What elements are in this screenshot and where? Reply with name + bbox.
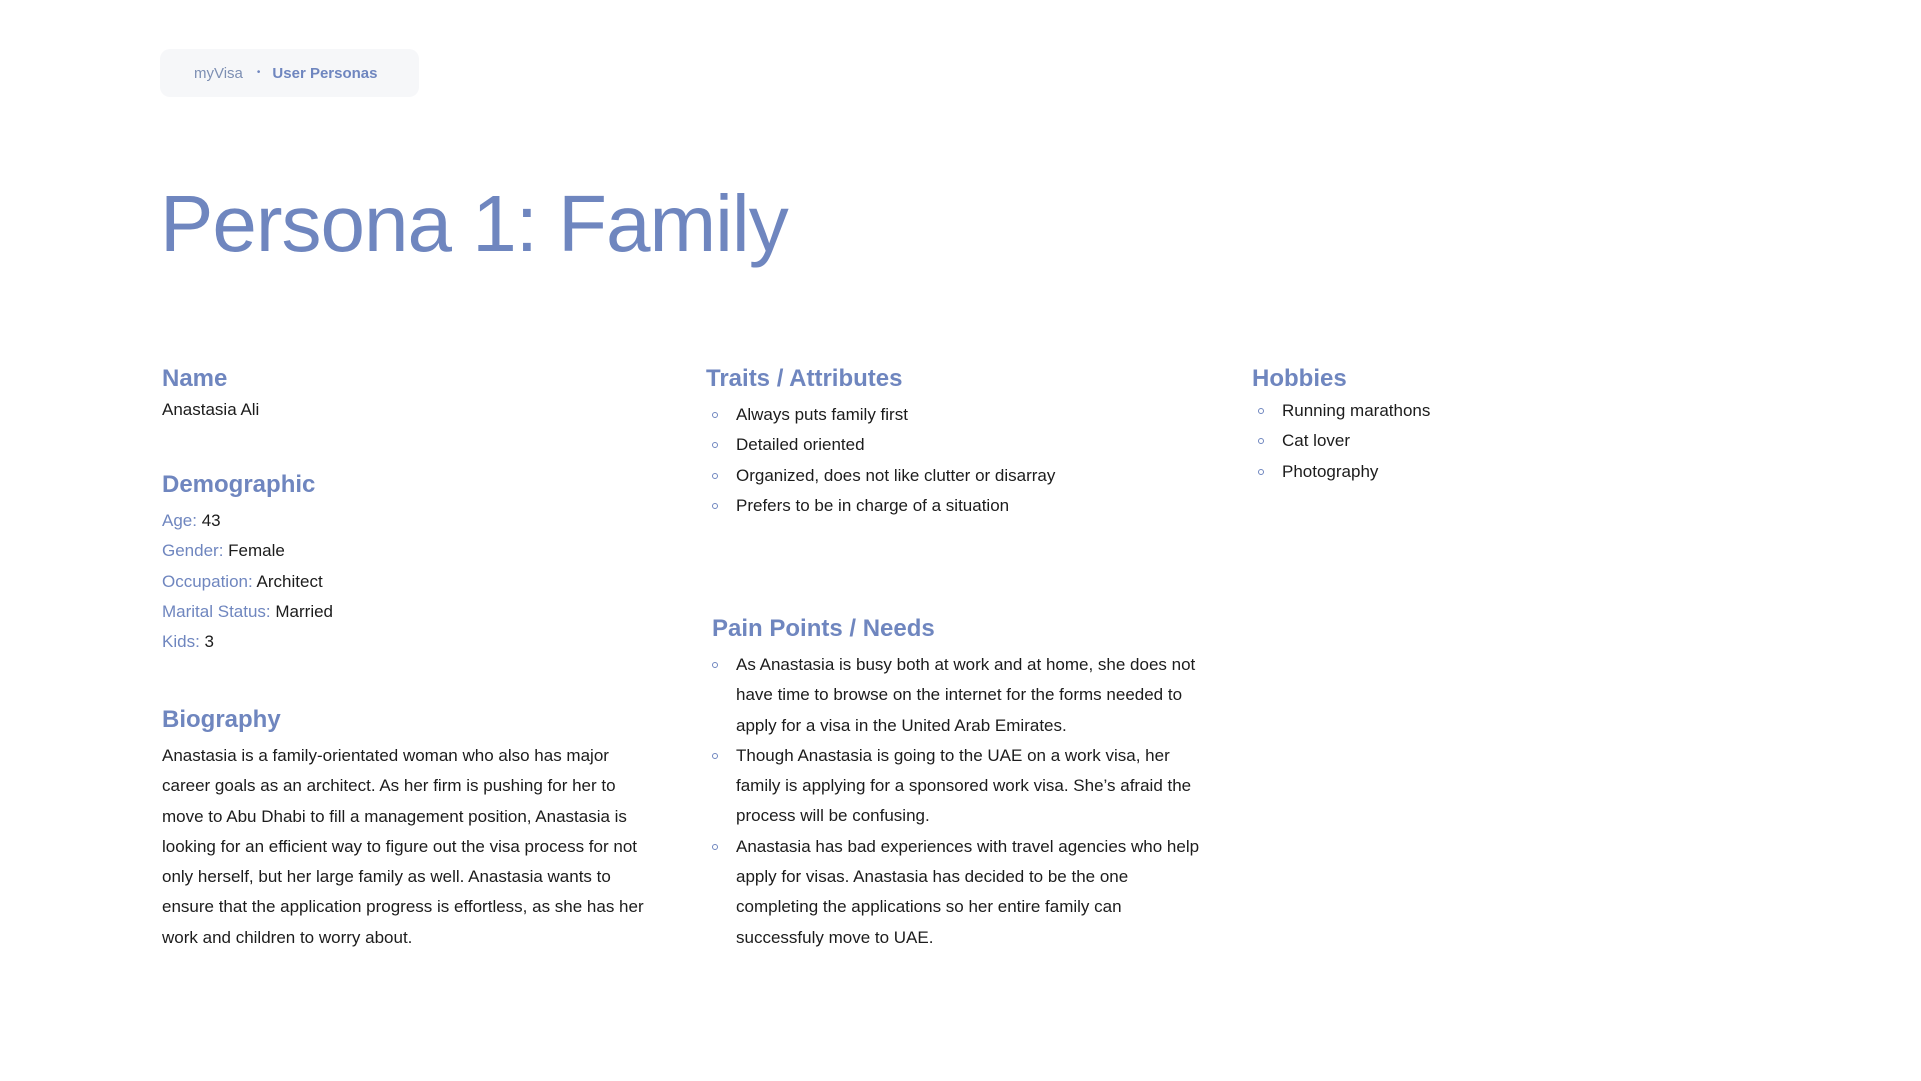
field-value: 43 [201,511,221,530]
demographic-marital-status [162,597,333,627]
field-label: Gender: [162,541,224,561]
demographic-kids [162,627,333,657]
list-item-text: Always puts family first [736,405,908,424]
field-label: Marital Status: [162,601,271,621]
list-item [706,491,1206,521]
breadcrumb-separator: • [256,66,261,78]
pain-points-heading: Pain Points / Needs [712,615,935,642]
list-item [706,741,1211,832]
hobbies-list [1252,396,1652,487]
bullet-icon [712,844,718,850]
field-value: Married [275,601,334,621]
list-item [1252,457,1652,487]
list-item-text: Anastasia has bad experiences with travel agencies who help apply for visas. Anastasia has decided to be the one completing the applications so her entire family can successfuly move to UAE. [736,836,1200,947]
name-value: Anastasia Ali [162,400,260,419]
breadcrumb [160,49,419,97]
biography-heading: Biography [162,706,281,733]
breadcrumb-current: User Personas [272,64,378,82]
field-label: Kids: [162,632,200,652]
bullet-icon [712,503,718,509]
demographic-gender [162,536,333,566]
list-item [706,650,1211,741]
field-label: Age: [162,511,197,530]
field-value: Female [228,541,285,561]
list-item-text: Detailed oriented [736,435,865,455]
bullet-icon [712,473,718,479]
bullet-icon [712,662,718,668]
breadcrumb-root-link[interactable]: myVisa [194,64,243,82]
page-title: Persona 1: Family [160,179,788,268]
bullet-icon [712,412,718,418]
biography-text: Anastasia is a family-orientated woman who also has major career goals as an architect. As her firm is pushing for her to move to Abu Dhabi to fill a management position, Anastasia is looking for an efficient way to figure out the visa process for not only herself, but her large family as well. Anastasia wants to ensure that the application progress is effortless, as she has her work and children to worry about. [162,746,644,947]
demographic-occupation [162,567,333,597]
demographic-age [162,506,333,536]
list-item-text: As Anastasia is busy both at work and at home, she does not have time to browse on the internet for the forms needed to apply for a visa in the United Arab Emirates. [736,655,1196,735]
list-item-text: Photography [1282,461,1379,481]
name-heading: Name [162,365,228,392]
list-item [706,400,1206,430]
list-item [1252,426,1652,456]
field-value: Architect [256,571,323,591]
field-label: Occupation: [162,571,253,591]
bullet-icon [712,442,718,448]
list-item-text: Organized, does not like clutter or disarray [736,465,1056,485]
list-item [706,832,1211,953]
traits-heading: Traits / Attributes [706,365,903,392]
list-item [1252,396,1652,426]
pain-points-list [706,650,1211,953]
list-item [706,430,1206,460]
demographic-heading: Demographic [162,471,316,498]
list-item-text: Cat lover [1282,431,1351,451]
list-item [706,461,1206,491]
bullet-icon [1258,469,1264,475]
bullet-icon [1258,438,1264,444]
list-item-text: Running marathons [1282,401,1431,420]
list-item-text: Though Anastasia is going to the UAE on a work visa, her family is applying for a sponsored work visa. She’s afraid the process will be confusing. [736,745,1192,826]
hobbies-heading: Hobbies [1252,365,1347,392]
bullet-icon [1258,408,1264,414]
list-item-text: Prefers to be in charge of a situation [736,495,1010,515]
field-value: 3 [204,632,214,652]
traits-list [706,400,1206,521]
bullet-icon [712,753,718,759]
demographic-fields [162,506,333,657]
